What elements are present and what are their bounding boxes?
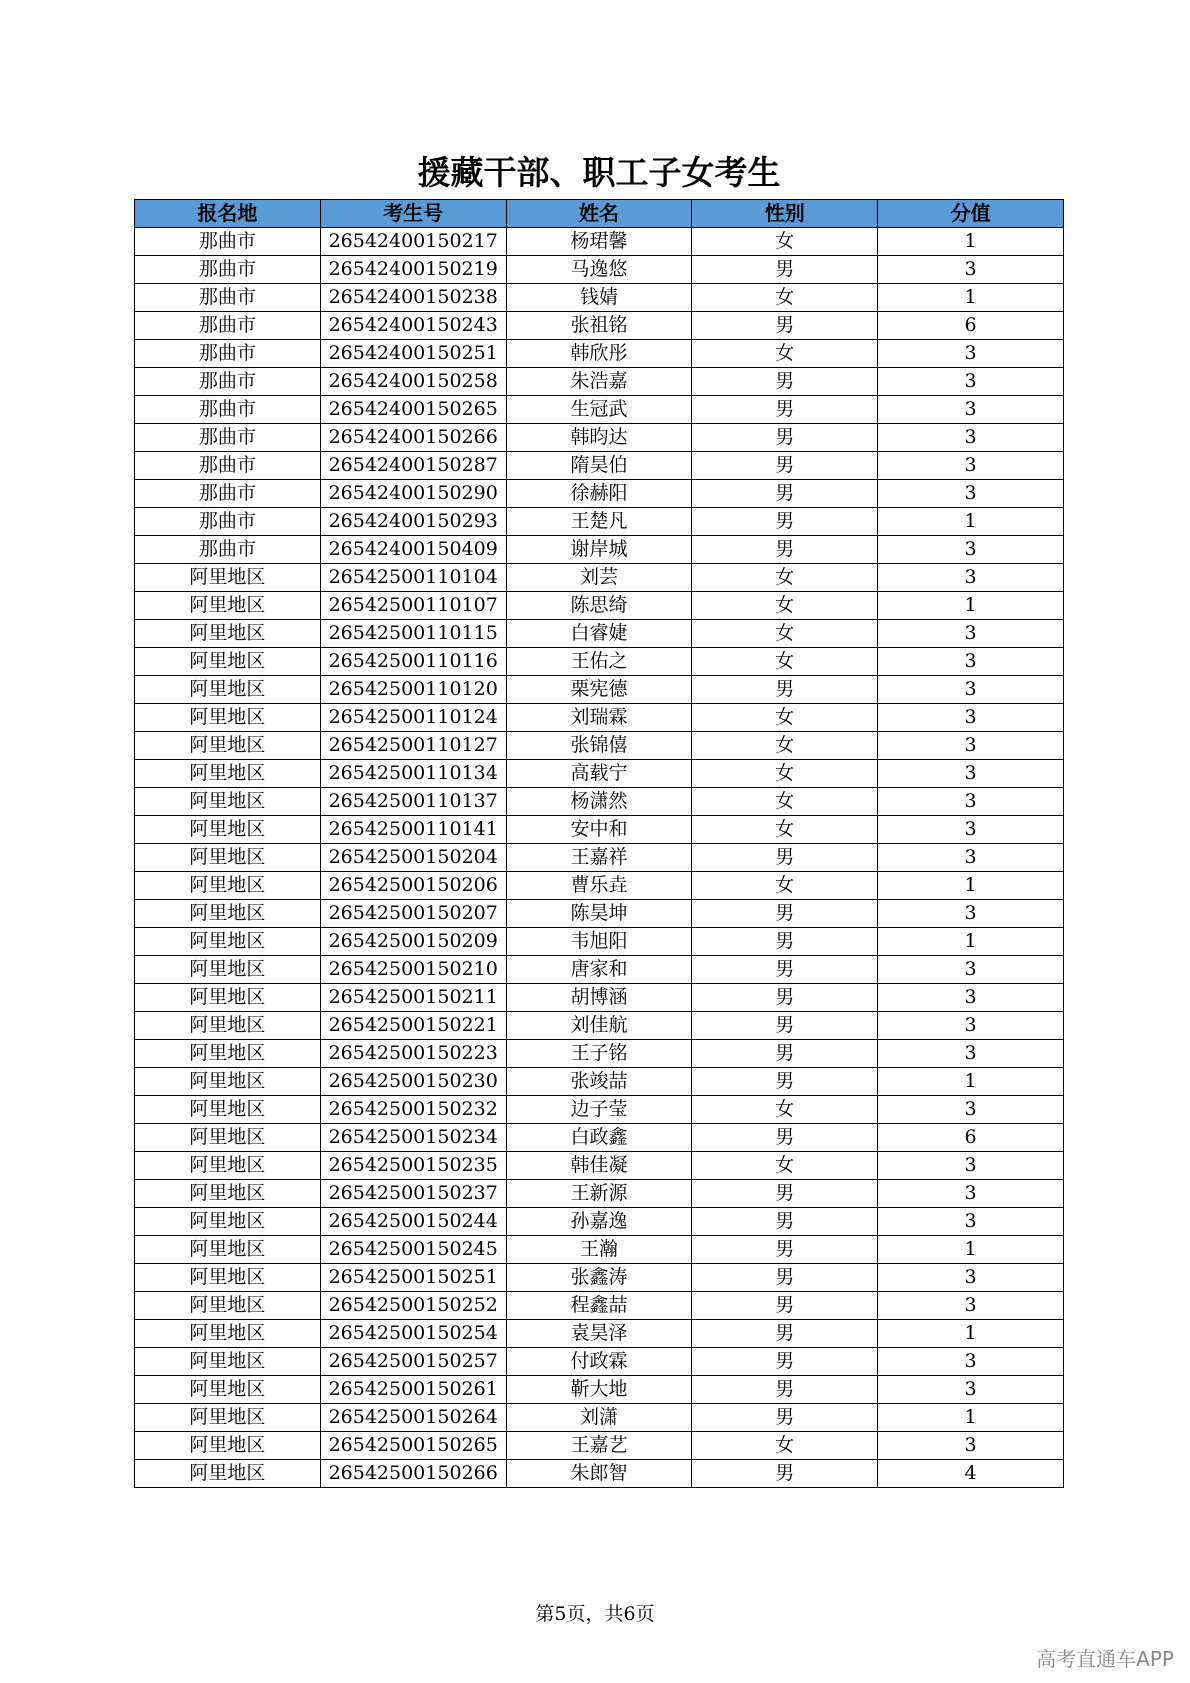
cell-gender: 女 bbox=[692, 284, 878, 312]
cell-registration-place: 阿里地区 bbox=[135, 1404, 321, 1432]
cell-registration-place: 阿里地区 bbox=[135, 1236, 321, 1264]
column-header-name: 姓名 bbox=[506, 200, 692, 228]
cell-score: 3 bbox=[878, 1348, 1064, 1376]
table-row bbox=[135, 648, 1064, 676]
table-row bbox=[135, 1068, 1064, 1096]
cell-exam-number: 26542500150209 bbox=[320, 928, 506, 956]
cell-name: 王嘉祥 bbox=[506, 844, 692, 872]
table-row bbox=[135, 480, 1064, 508]
cell-exam-number: 26542400150265 bbox=[320, 396, 506, 424]
cell-exam-number: 26542500150264 bbox=[320, 1404, 506, 1432]
cell-name: 陈昊坤 bbox=[506, 900, 692, 928]
cell-registration-place: 那曲市 bbox=[135, 424, 321, 452]
cell-name: 韩佳凝 bbox=[506, 1152, 692, 1180]
cell-name: 栗宪德 bbox=[506, 676, 692, 704]
cell-registration-place: 阿里地区 bbox=[135, 788, 321, 816]
cell-registration-place: 阿里地区 bbox=[135, 760, 321, 788]
cell-exam-number: 26542500110115 bbox=[320, 620, 506, 648]
cell-exam-number: 26542500110124 bbox=[320, 704, 506, 732]
cell-registration-place: 阿里地区 bbox=[135, 1292, 321, 1320]
cell-gender: 男 bbox=[692, 1068, 878, 1096]
roster-body bbox=[135, 228, 1064, 1488]
cell-exam-number: 26542500150206 bbox=[320, 872, 506, 900]
column-header-gender: 性别 bbox=[692, 200, 878, 228]
cell-registration-place: 那曲市 bbox=[135, 284, 321, 312]
table-row bbox=[135, 956, 1064, 984]
cell-score: 3 bbox=[878, 424, 1064, 452]
cell-name: 刘佳航 bbox=[506, 1012, 692, 1040]
cell-gender: 男 bbox=[692, 1124, 878, 1152]
cell-name: 边子莹 bbox=[506, 1096, 692, 1124]
cell-exam-number: 26542400150287 bbox=[320, 452, 506, 480]
cell-registration-place: 阿里地区 bbox=[135, 676, 321, 704]
cell-score: 3 bbox=[878, 788, 1064, 816]
cell-score: 3 bbox=[878, 900, 1064, 928]
cell-registration-place: 阿里地区 bbox=[135, 1124, 321, 1152]
cell-registration-place: 阿里地区 bbox=[135, 1012, 321, 1040]
cell-name: 安中和 bbox=[506, 816, 692, 844]
cell-gender: 女 bbox=[692, 788, 878, 816]
cell-exam-number: 26542400150251 bbox=[320, 340, 506, 368]
cell-registration-place: 阿里地区 bbox=[135, 1264, 321, 1292]
cell-exam-number: 26542500150244 bbox=[320, 1208, 506, 1236]
cell-exam-number: 26542500150257 bbox=[320, 1348, 506, 1376]
table-row bbox=[135, 1376, 1064, 1404]
cell-score: 3 bbox=[878, 1180, 1064, 1208]
cell-registration-place: 阿里地区 bbox=[135, 816, 321, 844]
cell-registration-place: 那曲市 bbox=[135, 340, 321, 368]
cell-name: 程鑫喆 bbox=[506, 1292, 692, 1320]
table-row bbox=[135, 424, 1064, 452]
table-row bbox=[135, 620, 1064, 648]
cell-score: 1 bbox=[878, 1320, 1064, 1348]
cell-exam-number: 26542500110141 bbox=[320, 816, 506, 844]
table-row bbox=[135, 1348, 1064, 1376]
cell-registration-place: 那曲市 bbox=[135, 396, 321, 424]
cell-exam-number: 26542500150221 bbox=[320, 1012, 506, 1040]
cell-gender: 男 bbox=[692, 1012, 878, 1040]
cell-name: 韩昀达 bbox=[506, 424, 692, 452]
cell-registration-place: 那曲市 bbox=[135, 508, 321, 536]
table-row bbox=[135, 312, 1064, 340]
table-row bbox=[135, 228, 1064, 256]
cell-score: 1 bbox=[878, 508, 1064, 536]
column-header-registration-place: 报名地 bbox=[135, 200, 321, 228]
cell-name: 孙嘉逸 bbox=[506, 1208, 692, 1236]
cell-registration-place: 那曲市 bbox=[135, 452, 321, 480]
header-row bbox=[135, 200, 1064, 228]
cell-score: 3 bbox=[878, 1012, 1064, 1040]
cell-gender: 男 bbox=[692, 900, 878, 928]
cell-gender: 女 bbox=[692, 648, 878, 676]
cell-gender: 男 bbox=[692, 368, 878, 396]
cell-gender: 男 bbox=[692, 984, 878, 1012]
table-row bbox=[135, 1292, 1064, 1320]
cell-exam-number: 26542500110104 bbox=[320, 564, 506, 592]
cell-registration-place: 阿里地区 bbox=[135, 1068, 321, 1096]
cell-name: 谢岸城 bbox=[506, 536, 692, 564]
cell-exam-number: 26542500150230 bbox=[320, 1068, 506, 1096]
column-header-score: 分值 bbox=[878, 200, 1064, 228]
table-row bbox=[135, 760, 1064, 788]
table-row bbox=[135, 452, 1064, 480]
cell-name: 高载宁 bbox=[506, 760, 692, 788]
cell-gender: 男 bbox=[692, 256, 878, 284]
cell-gender: 女 bbox=[692, 592, 878, 620]
cell-exam-number: 26542500110137 bbox=[320, 788, 506, 816]
cell-score: 1 bbox=[878, 228, 1064, 256]
cell-score: 1 bbox=[878, 1404, 1064, 1432]
cell-score: 3 bbox=[878, 1040, 1064, 1068]
cell-registration-place: 阿里地区 bbox=[135, 732, 321, 760]
table-row bbox=[135, 676, 1064, 704]
cell-score: 3 bbox=[878, 396, 1064, 424]
cell-name: 杨潇然 bbox=[506, 788, 692, 816]
cell-score: 1 bbox=[878, 592, 1064, 620]
cell-score: 3 bbox=[878, 1264, 1064, 1292]
cell-exam-number: 26542400150258 bbox=[320, 368, 506, 396]
cell-name: 韦旭阳 bbox=[506, 928, 692, 956]
cell-registration-place: 阿里地区 bbox=[135, 1180, 321, 1208]
cell-score: 3 bbox=[878, 648, 1064, 676]
cell-name: 唐家和 bbox=[506, 956, 692, 984]
table-row bbox=[135, 368, 1064, 396]
table-row bbox=[135, 1432, 1064, 1460]
cell-score: 1 bbox=[878, 284, 1064, 312]
cell-exam-number: 26542500150251 bbox=[320, 1264, 506, 1292]
cell-registration-place: 阿里地区 bbox=[135, 1208, 321, 1236]
cell-registration-place: 那曲市 bbox=[135, 368, 321, 396]
cell-exam-number: 26542500150207 bbox=[320, 900, 506, 928]
cell-name: 靳大地 bbox=[506, 1376, 692, 1404]
cell-registration-place: 阿里地区 bbox=[135, 648, 321, 676]
cell-name: 付政霖 bbox=[506, 1348, 692, 1376]
table-row bbox=[135, 284, 1064, 312]
cell-score: 3 bbox=[878, 732, 1064, 760]
cell-score: 3 bbox=[878, 956, 1064, 984]
cell-gender: 男 bbox=[692, 480, 878, 508]
cell-gender: 男 bbox=[692, 1180, 878, 1208]
table-row bbox=[135, 1012, 1064, 1040]
cell-score: 4 bbox=[878, 1460, 1064, 1488]
table-row bbox=[135, 844, 1064, 872]
column-header-exam-number: 考生号 bbox=[320, 200, 506, 228]
cell-exam-number: 26542400150217 bbox=[320, 228, 506, 256]
cell-gender: 女 bbox=[692, 760, 878, 788]
watermark: 高考直通车APP bbox=[1036, 1647, 1174, 1671]
table-row bbox=[135, 1320, 1064, 1348]
roster-table bbox=[134, 199, 1064, 1488]
cell-exam-number: 26542400150238 bbox=[320, 284, 506, 312]
cell-name: 王楚凡 bbox=[506, 508, 692, 536]
cell-score: 3 bbox=[878, 452, 1064, 480]
cell-exam-number: 26542500150211 bbox=[320, 984, 506, 1012]
cell-gender: 女 bbox=[692, 732, 878, 760]
cell-registration-place: 那曲市 bbox=[135, 536, 321, 564]
cell-name: 张鑫涛 bbox=[506, 1264, 692, 1292]
cell-exam-number: 26542400150219 bbox=[320, 256, 506, 284]
cell-gender: 男 bbox=[692, 424, 878, 452]
cell-gender: 男 bbox=[692, 928, 878, 956]
table-row bbox=[135, 900, 1064, 928]
cell-score: 3 bbox=[878, 480, 1064, 508]
cell-gender: 男 bbox=[692, 1236, 878, 1264]
cell-registration-place: 阿里地区 bbox=[135, 1460, 321, 1488]
cell-exam-number: 26542500110134 bbox=[320, 760, 506, 788]
cell-name: 白睿婕 bbox=[506, 620, 692, 648]
cell-exam-number: 26542500150266 bbox=[320, 1460, 506, 1488]
cell-gender: 男 bbox=[692, 1404, 878, 1432]
cell-exam-number: 26542500150223 bbox=[320, 1040, 506, 1068]
table-row bbox=[135, 788, 1064, 816]
cell-score: 3 bbox=[878, 984, 1064, 1012]
cell-gender: 男 bbox=[692, 312, 878, 340]
cell-gender: 男 bbox=[692, 1376, 878, 1404]
table-row bbox=[135, 508, 1064, 536]
table-row bbox=[135, 592, 1064, 620]
cell-exam-number: 26542500150210 bbox=[320, 956, 506, 984]
cell-score: 3 bbox=[878, 1152, 1064, 1180]
cell-registration-place: 阿里地区 bbox=[135, 1376, 321, 1404]
cell-score: 3 bbox=[878, 564, 1064, 592]
cell-gender: 女 bbox=[692, 340, 878, 368]
cell-name: 胡博涵 bbox=[506, 984, 692, 1012]
cell-exam-number: 26542400150409 bbox=[320, 536, 506, 564]
cell-name: 张祖铭 bbox=[506, 312, 692, 340]
table-row bbox=[135, 1460, 1064, 1488]
cell-registration-place: 阿里地区 bbox=[135, 1348, 321, 1376]
page-title: 援藏干部、职工子女考生 bbox=[417, 153, 781, 192]
cell-name: 王子铭 bbox=[506, 1040, 692, 1068]
cell-registration-place: 那曲市 bbox=[135, 228, 321, 256]
cell-gender: 女 bbox=[692, 564, 878, 592]
table-row bbox=[135, 340, 1064, 368]
table-row bbox=[135, 256, 1064, 284]
cell-gender: 男 bbox=[692, 1320, 878, 1348]
cell-exam-number: 26542400150293 bbox=[320, 508, 506, 536]
cell-score: 1 bbox=[878, 872, 1064, 900]
cell-registration-place: 阿里地区 bbox=[135, 900, 321, 928]
table-row bbox=[135, 1404, 1064, 1432]
cell-exam-number: 26542500150204 bbox=[320, 844, 506, 872]
cell-registration-place: 阿里地区 bbox=[135, 872, 321, 900]
cell-name: 王佑之 bbox=[506, 648, 692, 676]
table-row bbox=[135, 928, 1064, 956]
table-row bbox=[135, 1096, 1064, 1124]
table-row bbox=[135, 732, 1064, 760]
cell-gender: 女 bbox=[692, 620, 878, 648]
cell-gender: 男 bbox=[692, 676, 878, 704]
cell-gender: 男 bbox=[692, 956, 878, 984]
cell-gender: 女 bbox=[692, 1152, 878, 1180]
cell-name: 隋昊伯 bbox=[506, 452, 692, 480]
cell-exam-number: 26542400150243 bbox=[320, 312, 506, 340]
cell-score: 6 bbox=[878, 312, 1064, 340]
cell-name: 袁昊泽 bbox=[506, 1320, 692, 1348]
table-row bbox=[135, 396, 1064, 424]
cell-registration-place: 阿里地区 bbox=[135, 704, 321, 732]
cell-name: 朱郎智 bbox=[506, 1460, 692, 1488]
table-row bbox=[135, 704, 1064, 732]
cell-score: 3 bbox=[878, 1096, 1064, 1124]
cell-name: 生冠武 bbox=[506, 396, 692, 424]
cell-name: 杨珺馨 bbox=[506, 228, 692, 256]
table-row bbox=[135, 1208, 1064, 1236]
cell-name: 王瀚 bbox=[506, 1236, 692, 1264]
cell-name: 张锦僖 bbox=[506, 732, 692, 760]
table-row bbox=[135, 1264, 1064, 1292]
cell-name: 白政鑫 bbox=[506, 1124, 692, 1152]
cell-exam-number: 26542500150237 bbox=[320, 1180, 506, 1208]
cell-score: 3 bbox=[878, 844, 1064, 872]
cell-exam-number: 26542500110107 bbox=[320, 592, 506, 620]
cell-registration-place: 阿里地区 bbox=[135, 620, 321, 648]
cell-name: 刘瑞霖 bbox=[506, 704, 692, 732]
cell-name: 陈思绮 bbox=[506, 592, 692, 620]
cell-registration-place: 阿里地区 bbox=[135, 928, 321, 956]
cell-score: 3 bbox=[878, 620, 1064, 648]
cell-score: 3 bbox=[878, 760, 1064, 788]
cell-score: 3 bbox=[878, 816, 1064, 844]
table-row bbox=[135, 872, 1064, 900]
cell-registration-place: 那曲市 bbox=[135, 480, 321, 508]
cell-gender: 女 bbox=[692, 816, 878, 844]
cell-gender: 女 bbox=[692, 1096, 878, 1124]
cell-exam-number: 26542500150235 bbox=[320, 1152, 506, 1180]
cell-exam-number: 26542500150234 bbox=[320, 1124, 506, 1152]
cell-gender: 男 bbox=[692, 452, 878, 480]
cell-registration-place: 阿里地区 bbox=[135, 1040, 321, 1068]
cell-name: 徐赫阳 bbox=[506, 480, 692, 508]
cell-score: 3 bbox=[878, 536, 1064, 564]
page-number: 第5页，共6页 bbox=[535, 1603, 655, 1625]
cell-name: 张竣喆 bbox=[506, 1068, 692, 1096]
table-row bbox=[135, 1236, 1064, 1264]
cell-registration-place: 阿里地区 bbox=[135, 956, 321, 984]
cell-gender: 男 bbox=[692, 1208, 878, 1236]
cell-exam-number: 26542400150266 bbox=[320, 424, 506, 452]
cell-score: 3 bbox=[878, 368, 1064, 396]
cell-exam-number: 26542500150245 bbox=[320, 1236, 506, 1264]
cell-name: 刘芸 bbox=[506, 564, 692, 592]
cell-score: 3 bbox=[878, 704, 1064, 732]
cell-name: 王新源 bbox=[506, 1180, 692, 1208]
cell-registration-place: 阿里地区 bbox=[135, 984, 321, 1012]
cell-exam-number: 26542500110116 bbox=[320, 648, 506, 676]
table-row bbox=[135, 1152, 1064, 1180]
cell-name: 王嘉艺 bbox=[506, 1432, 692, 1460]
table-row bbox=[135, 536, 1064, 564]
cell-score: 3 bbox=[878, 1208, 1064, 1236]
cell-registration-place: 阿里地区 bbox=[135, 1152, 321, 1180]
cell-gender: 男 bbox=[692, 396, 878, 424]
cell-exam-number: 26542500110120 bbox=[320, 676, 506, 704]
cell-name: 曹乐垚 bbox=[506, 872, 692, 900]
cell-score: 6 bbox=[878, 1124, 1064, 1152]
cell-score: 1 bbox=[878, 1236, 1064, 1264]
cell-registration-place: 阿里地区 bbox=[135, 1432, 321, 1460]
cell-exam-number: 26542500110127 bbox=[320, 732, 506, 760]
table-row bbox=[135, 1180, 1064, 1208]
cell-gender: 男 bbox=[692, 844, 878, 872]
cell-name: 刘潇 bbox=[506, 1404, 692, 1432]
cell-exam-number: 26542500150254 bbox=[320, 1320, 506, 1348]
table-row bbox=[135, 564, 1064, 592]
cell-gender: 女 bbox=[692, 228, 878, 256]
cell-score: 1 bbox=[878, 928, 1064, 956]
table-row bbox=[135, 984, 1064, 1012]
cell-score: 3 bbox=[878, 676, 1064, 704]
cell-gender: 男 bbox=[692, 1460, 878, 1488]
cell-gender: 男 bbox=[692, 1264, 878, 1292]
cell-registration-place: 阿里地区 bbox=[135, 1096, 321, 1124]
cell-gender: 男 bbox=[692, 1292, 878, 1320]
cell-exam-number: 26542400150290 bbox=[320, 480, 506, 508]
cell-gender: 男 bbox=[692, 508, 878, 536]
cell-gender: 男 bbox=[692, 536, 878, 564]
cell-gender: 女 bbox=[692, 1432, 878, 1460]
cell-gender: 女 bbox=[692, 704, 878, 732]
cell-exam-number: 26542500150232 bbox=[320, 1096, 506, 1124]
cell-name: 韩欣彤 bbox=[506, 340, 692, 368]
cell-registration-place: 阿里地区 bbox=[135, 592, 321, 620]
cell-exam-number: 26542500150252 bbox=[320, 1292, 506, 1320]
cell-name: 马逸悠 bbox=[506, 256, 692, 284]
cell-registration-place: 阿里地区 bbox=[135, 564, 321, 592]
cell-exam-number: 26542500150265 bbox=[320, 1432, 506, 1460]
cell-score: 3 bbox=[878, 1292, 1064, 1320]
table-row bbox=[135, 1040, 1064, 1068]
cell-registration-place: 那曲市 bbox=[135, 312, 321, 340]
cell-gender: 男 bbox=[692, 1040, 878, 1068]
cell-score: 3 bbox=[878, 340, 1064, 368]
cell-registration-place: 阿里地区 bbox=[135, 1320, 321, 1348]
cell-gender: 男 bbox=[692, 1348, 878, 1376]
cell-score: 3 bbox=[878, 256, 1064, 284]
cell-gender: 女 bbox=[692, 872, 878, 900]
cell-score: 1 bbox=[878, 1068, 1064, 1096]
cell-name: 钱婧 bbox=[506, 284, 692, 312]
cell-score: 3 bbox=[878, 1432, 1064, 1460]
table-row bbox=[135, 1124, 1064, 1152]
cell-registration-place: 那曲市 bbox=[135, 256, 321, 284]
cell-score: 3 bbox=[878, 1376, 1064, 1404]
cell-exam-number: 26542500150261 bbox=[320, 1376, 506, 1404]
cell-registration-place: 阿里地区 bbox=[135, 844, 321, 872]
cell-name: 朱浩嘉 bbox=[506, 368, 692, 396]
table-row bbox=[135, 816, 1064, 844]
